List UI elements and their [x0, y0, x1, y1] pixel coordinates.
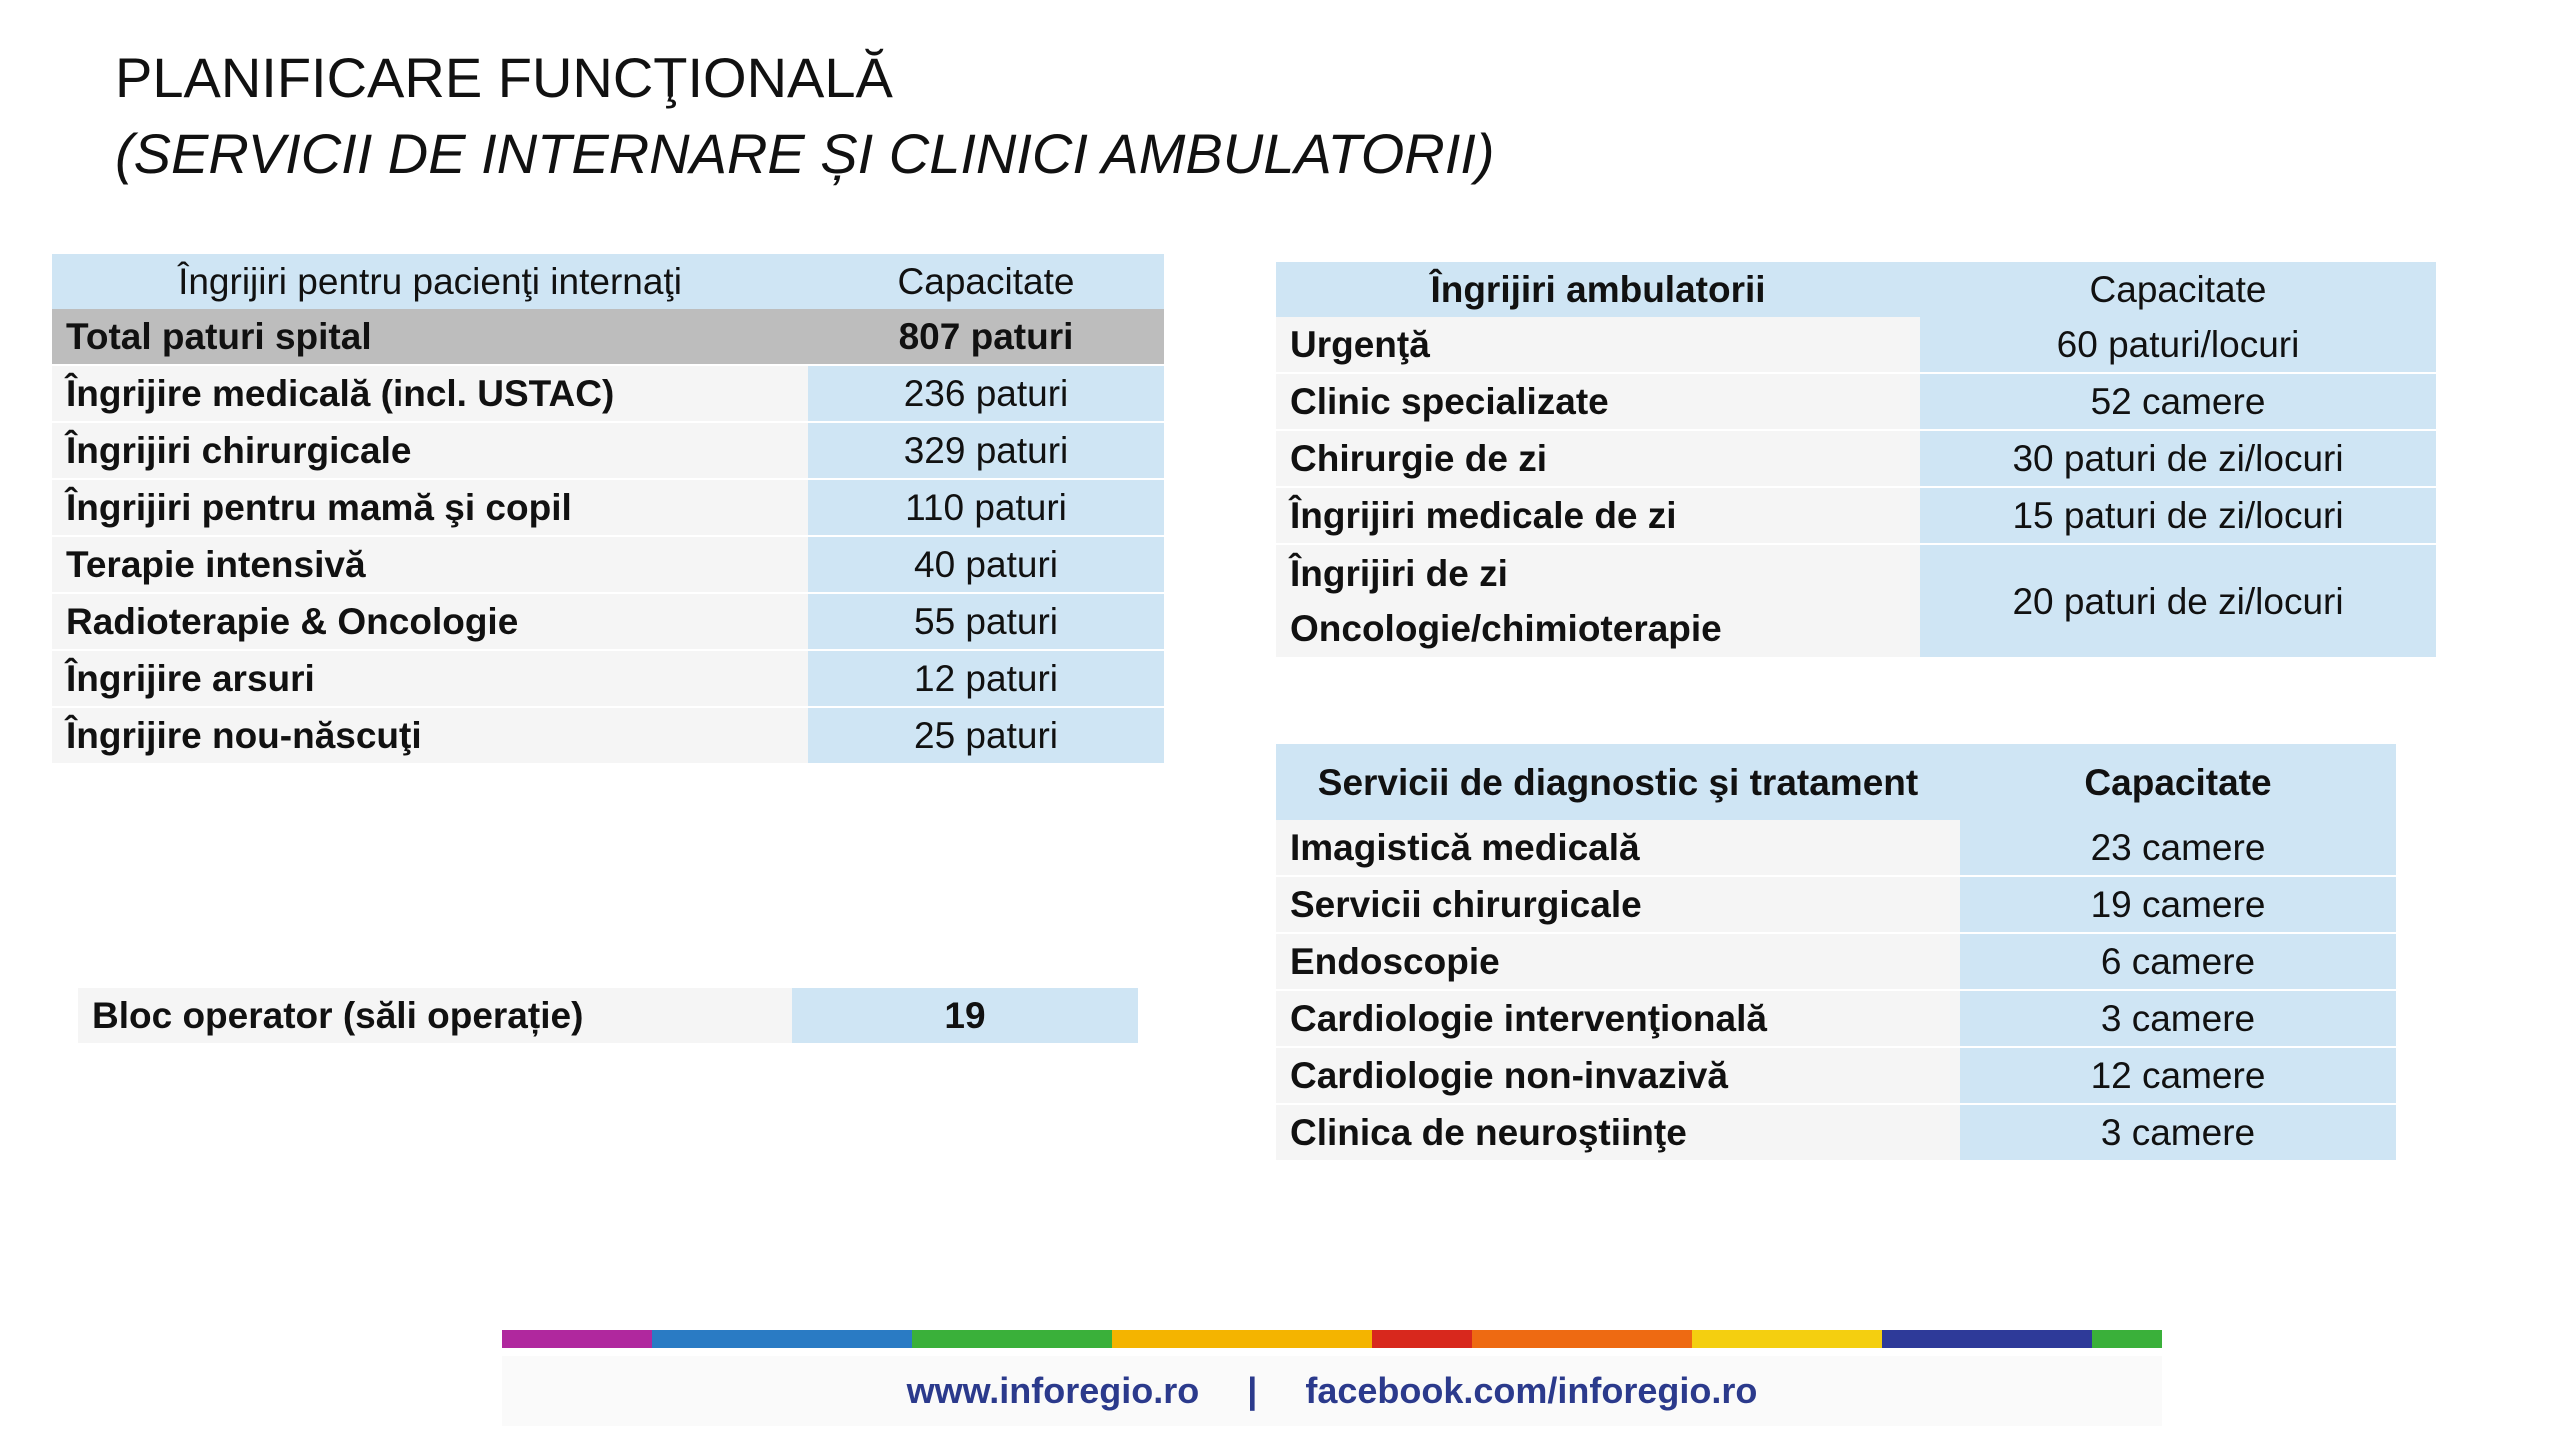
row-label: Chirurgie de zi — [1276, 430, 1920, 487]
row-value: 55 paturi — [808, 593, 1164, 650]
stripe-segment — [1372, 1330, 1472, 1348]
stripe-segment — [1882, 1330, 2092, 1348]
ambulatory-table — [1276, 262, 2436, 659]
row-label: Cardiologie non-invazivă — [1276, 1047, 1960, 1104]
table-row — [1276, 1047, 2396, 1104]
row-value: 3 camere — [1960, 990, 2396, 1047]
stripe-segment — [1472, 1330, 1692, 1348]
page-title — [115, 40, 1495, 192]
total-row — [52, 309, 1164, 365]
row-value: 6 camere — [1960, 933, 2396, 990]
table-row — [78, 988, 1138, 1044]
diagnostic-table — [1276, 744, 2396, 1162]
column-header: Capacitate — [1960, 744, 2396, 820]
stripe-segment — [502, 1330, 652, 1348]
row-label: Servicii chirurgicale — [1276, 876, 1960, 933]
row-value: 25 paturi — [808, 707, 1164, 764]
table-row — [1276, 933, 2396, 990]
table-row — [1276, 990, 2396, 1047]
table-row — [1276, 876, 2396, 933]
row-value: 40 paturi — [808, 536, 1164, 593]
row-label: Îngrijiri pentru mamă şi copil — [52, 479, 808, 536]
row-label: Terapie intensivă — [52, 536, 808, 593]
stripe-segment — [1112, 1330, 1372, 1348]
table-header-row — [52, 254, 1164, 309]
title-line-2: (SERVICII DE INTERNARE ȘI CLINICI AMBULATORII) — [115, 122, 1495, 185]
stripe-segment — [1692, 1330, 1882, 1348]
table-row — [1276, 317, 2436, 373]
facebook-link[interactable]: facebook.com/inforegio.ro — [1305, 1370, 1758, 1411]
table-row — [52, 479, 1164, 536]
table-row — [1276, 430, 2436, 487]
row-label: Bloc operator (săli operație) — [78, 988, 792, 1044]
row-label: Endoscopie — [1276, 933, 1960, 990]
table-row — [52, 536, 1164, 593]
row-value: 236 paturi — [808, 365, 1164, 422]
row-value: 52 camere — [1920, 373, 2436, 430]
color-stripe — [502, 1330, 2162, 1348]
title-line-1: PLANIFICARE FUNCŢIONALĂ — [115, 46, 893, 109]
table-row — [52, 365, 1164, 422]
column-header: Servicii de diagnostic şi tratament — [1276, 744, 1960, 820]
row-value: 3 camere — [1960, 1104, 2396, 1161]
footer — [502, 1356, 2162, 1426]
row-value: 12 paturi — [808, 650, 1164, 707]
row-value: 30 paturi de zi/locuri — [1920, 430, 2436, 487]
row-value: 60 paturi/locuri — [1920, 317, 2436, 373]
table-row — [52, 593, 1164, 650]
table-row — [1276, 544, 2436, 658]
row-label: Total paturi spital — [52, 309, 808, 365]
row-label: Îngrijire arsuri — [52, 650, 808, 707]
table-row — [52, 707, 1164, 764]
table-header-row — [1276, 744, 2396, 820]
row-value: 807 paturi — [808, 309, 1164, 365]
table-row — [1276, 820, 2396, 876]
column-header: Capacitate — [1920, 262, 2436, 317]
column-header: Capacitate — [808, 254, 1164, 309]
row-label: Radioterapie & Oncologie — [52, 593, 808, 650]
row-label: Îngrijiri medicale de zi — [1276, 487, 1920, 544]
row-label: Îngrijire medicală (incl. USTAC) — [52, 365, 808, 422]
stripe-segment — [2092, 1330, 2162, 1348]
table-header-row — [1276, 262, 2436, 317]
table-row — [1276, 487, 2436, 544]
row-label: Îngrijire nou-născuţi — [52, 707, 808, 764]
table-row — [1276, 1104, 2396, 1161]
row-label-line: Oncologie/chimioterapie — [1290, 608, 1722, 649]
bloc-operator-table — [78, 988, 1138, 1045]
row-value: 329 paturi — [808, 422, 1164, 479]
table-row — [52, 650, 1164, 707]
stripe-segment — [912, 1330, 1112, 1348]
column-header: Îngrijiri ambulatorii — [1276, 262, 1920, 317]
row-value: 19 — [792, 988, 1138, 1044]
row-label: Îngrijiri chirurgicale — [52, 422, 808, 479]
row-label: Cardiologie intervenţională — [1276, 990, 1960, 1047]
table-row — [1276, 373, 2436, 430]
row-label-line: Îngrijiri de zi — [1290, 553, 1508, 594]
row-value: 19 camere — [1960, 876, 2396, 933]
row-label — [1276, 544, 1920, 658]
row-value: 20 paturi de zi/locuri — [1920, 544, 2436, 658]
row-label: Urgenţă — [1276, 317, 1920, 373]
website-link[interactable]: www.inforegio.ro — [906, 1370, 1200, 1411]
row-value: 23 camere — [1960, 820, 2396, 876]
stripe-segment — [652, 1330, 912, 1348]
table-row — [52, 422, 1164, 479]
row-value: 110 paturi — [808, 479, 1164, 536]
column-header: Îngrijiri pentru pacienţi internaţi — [52, 254, 808, 309]
row-label: Clinic specializate — [1276, 373, 1920, 430]
row-label: Clinica de neuroştiinţe — [1276, 1104, 1960, 1161]
inpatient-table — [52, 254, 1164, 765]
row-label: Imagistică medicală — [1276, 820, 1960, 876]
row-value: 12 camere — [1960, 1047, 2396, 1104]
footer-separator: | — [1247, 1370, 1258, 1411]
row-value: 15 paturi de zi/locuri — [1920, 487, 2436, 544]
